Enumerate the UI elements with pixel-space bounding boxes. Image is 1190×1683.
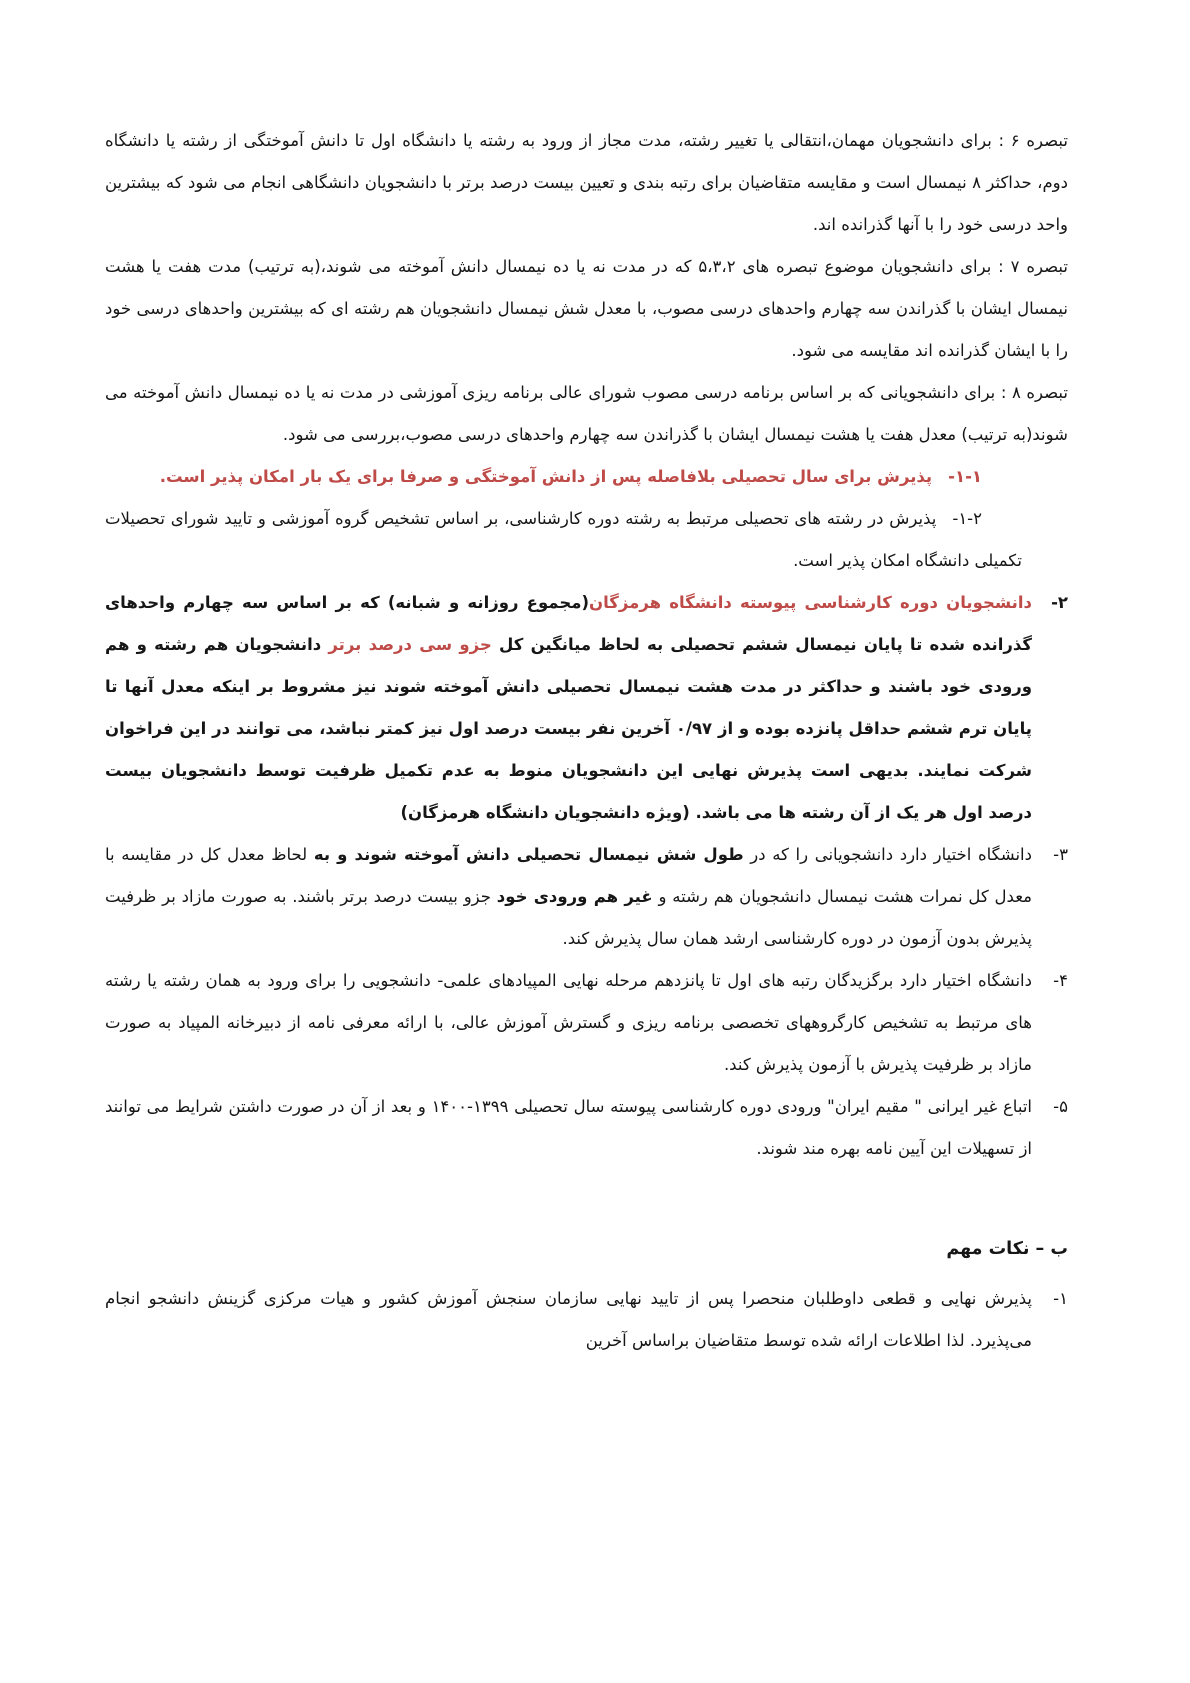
text-segment: غیر هم ورودی خود xyxy=(496,887,653,906)
list-item xyxy=(105,456,1022,498)
list-item xyxy=(105,1086,1068,1170)
text-segment: تبصره ۷ : برای دانشجویان موضوع تبصره های ۵،۳،۲ که در مدت نه یا ده نیمسال دانش آموخته می شوند،(به ترتیب) مدت هفت یا هشت نیمسال ایشان با گذراندن سه چهارم واحدهای درسی مصوب، با معدل شش نیمسال دانشجویان هم رشته ای که بیشترین واحدهای درسی خود را با ایشان گذرانده اند مقایسه می شود. xyxy=(105,257,1069,360)
text-segment: دانشجویان هم رشته و هم ورودی خود باشند و حداکثر در مدت هشت نیمسال تحصیلی دانش آموخته شوند نیز مشروط بر اینکه معدل آنها تا پایان ترم ششم حداقل پانزده بوده و از ۰/۹۷ آخرین نفر بیست درصد اول نیز کمتر نباشد، می توانند در این فراخوان شرکت نمایند. بدیهی است پذیرش نهایی این دانشجویان منوط به عدم تکمیل ظرفیت توسط دانشجویان بیست درصد اول هر یک از آن رشته ها می باشد. (ویژه دانشجویان دانشگاه هرمزگان) xyxy=(105,635,1032,822)
list-item-text xyxy=(105,1086,1032,1170)
list-item-number: ۱-۲- xyxy=(952,509,982,528)
list-item-number: ۲- xyxy=(1051,593,1068,612)
list-item xyxy=(105,1278,1068,1362)
list-item-text xyxy=(105,834,1032,960)
list-item xyxy=(105,960,1068,1086)
text-segment: پذیرش در رشته های تحصیلی مرتبط به رشته دوره کارشناسی، بر اساس تشخیص گروه آموزشی و تایید شورای تحصیلات تکمیلی دانشگاه امکان پذیر است. xyxy=(105,509,1022,570)
list-item xyxy=(105,582,1068,834)
text-segment: جزو سی درصد برتر xyxy=(328,635,492,654)
list-item xyxy=(105,498,1022,582)
text-segment: پذیرش برای سال تحصیلی بلافاصله پس از دانش آموختگی و صرفا برای یک بار امکان پذیر است. xyxy=(159,467,933,486)
text-segment: دانشگاه اختیار دارد دانشجویانی را که در xyxy=(743,845,1032,864)
document-body xyxy=(105,120,1068,1362)
text-segment: لحاظ معدل کل در مقایسه با معدل کل نمرات هشت نیمسال دانشجویان هم رشته و xyxy=(105,845,1032,906)
text-segment: پذیرش نهایی و قطعی داوطلبان منحصرا پس از تایید نهایی سازمان سنجش آموزش کشور و هیات مرکزی گزینش دانشجو انجام می‌پذیرد. لذا اطلاعات ارائه شده توسط متقاضیان براساس آخرین xyxy=(105,1289,1032,1350)
list-item-number: ۵- xyxy=(1053,1097,1068,1116)
text-segment: تبصره ۸ : برای دانشجویانی که بر اساس برنامه درسی مصوب شورای عالی برنامه ریزی آموزشی در مدت نه یا ده نیمسال دانش آموخته می شوند(به ترتیب) معدل هفت یا هشت نیمسال ایشان با گذراندن سه چهارم واحدهای درسی مصوب،بررسی می شود. xyxy=(105,383,1068,444)
list-item-text xyxy=(105,960,1032,1086)
note-paragraph xyxy=(105,372,1068,456)
text-segment: تبصره ۶ : برای دانشجویان مهمان،انتقالی یا تغییر رشته، مدت مجاز از ورود به رشته یا دانشگاه اول تا دانش آموختگی از رشته یا دانشگاه دوم، حداکثر ۸ نیمسال است و مقایسه متقاضیان برای رتبه بندی و تعیین بیست درصد برتر با دانشجویان دانشگاهی انجام می شود که بیشترین واحد درسی خود را با آنها گذرانده اند. xyxy=(105,131,1068,234)
note-paragraph xyxy=(105,120,1068,246)
list-item-text xyxy=(105,582,1032,834)
list-item-number: ۴- xyxy=(1053,971,1068,990)
section-heading: ب – نکات مهم xyxy=(946,1239,1068,1259)
text-segment: دانشجویان دوره کارشناسی پیوسته دانشگاه هرمزگان xyxy=(589,593,1032,612)
list-item-number: ۳- xyxy=(1053,845,1068,864)
list-item xyxy=(105,834,1068,960)
text-segment: دانشگاه اختیار دارد برگزیدگان رتبه های اول تا پانزدهم مرحله نهایی المپیادهای علمی- دانشجویی را برای ورود به همان رشته یا رشته های مرتبط به تشخیص کارگروههای تخصصی برنامه ریزی و گسترش آموزش عالی، با ارائه معرفی نامه از دبیرخانه المپیاد به صورت مازاد بر ظرفیت پذیرش با آزمون پذیرش کند. xyxy=(105,971,1032,1074)
text-segment: جزو بیست درصد برتر باشند. به صورت مازاد بر ظرفیت پذیرش بدون آزمون در دوره کارشناسی ارشد همان سال پذیرش کند. xyxy=(105,887,1032,948)
list-item-number: ۱- xyxy=(1053,1289,1068,1308)
text-segment: (مجموع روزانه و شبانه) که بر اساس سه چهارم واحدهای گذرانده شده تا پایان نیمسال ششم تحصیلی به لحاظ میانگین کل xyxy=(105,593,1032,654)
list-item-number: ۱-۱- xyxy=(948,467,982,486)
list-item-text xyxy=(105,1278,1032,1362)
note-paragraph xyxy=(105,246,1068,372)
text-segment: اتباع غیر ایرانی " مقیم ایران" ورودی دوره کارشناسی پیوسته سال تحصیلی ۱۳۹۹-۱۴۰۰ و بعد از آن در صورت داشتن شرایط می توانند از تسهیلات این آیین نامه بهره مند شوند. xyxy=(105,1097,1032,1158)
text-segment: طول شش نیمسال تحصیلی دانش آموخته شوند و به xyxy=(313,845,744,864)
